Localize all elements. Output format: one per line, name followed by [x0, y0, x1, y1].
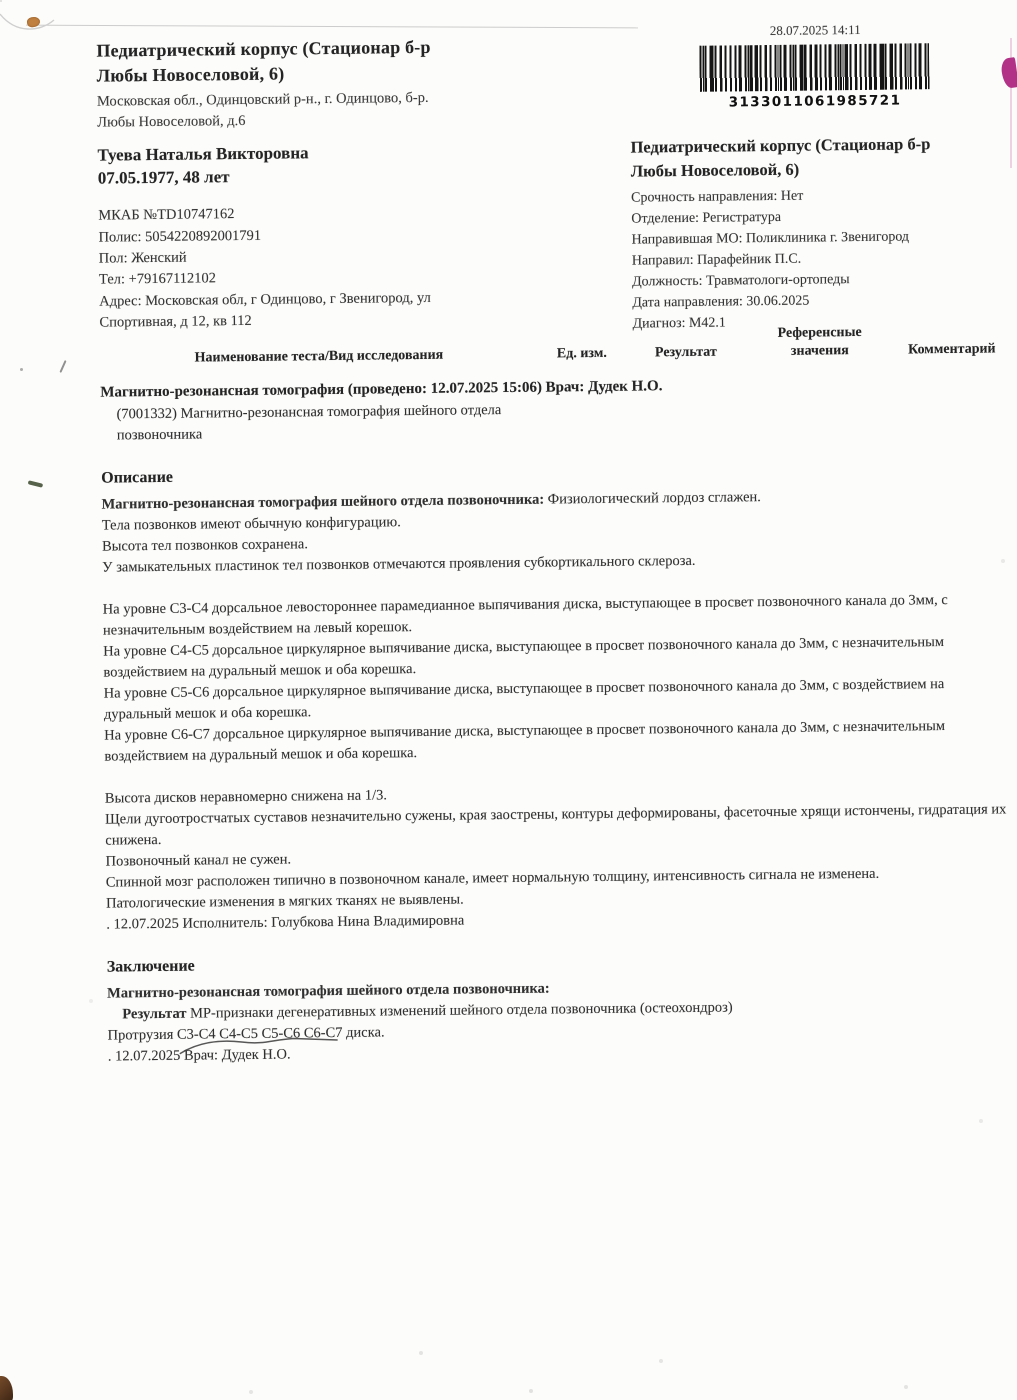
doctor-signature: Дудек Н.О. — [222, 1045, 291, 1067]
barcode-number: 3133011061985721 — [728, 92, 902, 111]
patient-address-line2: Спортивная, д 12, кв 112 — [99, 312, 252, 331]
exam-title-row: Магнитно-резонансная томография (проведено: 12.07.2025 15:06) Врач: Дудек Н.О. — [100, 378, 663, 401]
description-lead: Магнитно-резонансная томография шейного отдела позвоночника: Физиологический лордоз сглажен. — [101, 489, 761, 513]
col-test-name: Наименование теста/Вид исследования — [194, 347, 444, 366]
description-line: На уровне С5-С6 дорсальное циркулярное выпячивание диска, выступающее в просвет позвоночного канала до 3мм, с воздействием на дуральный мешок и оба корешка. — [103, 676, 945, 723]
description-line: Спинной мозг расположен типично в позвоночном канале, имеет нормальную толщину, интенсивность сигнала не изменена. — [105, 866, 880, 891]
description-line: Патологические изменения в мягких тканях не выявлены. — [105, 891, 464, 912]
patient-address-line1: Адрес: Московская обл, г Одинцово, г Звенигород, ул — [99, 289, 431, 310]
description-line: Высота дисков неравномерно снижена на 1/3. — [104, 787, 388, 807]
clinic-name — [96, 32, 642, 89]
description-line: На уровне С6-С7 дорсальное циркулярное выпячивание диска, выступающее в просвет позвоночного канала до 3мм, с незначительным воздействием на дуральный мешок и оба корешка. — [104, 718, 946, 765]
referral-sender: Направил: Парафейник П.С. — [631, 251, 802, 269]
referral-position: Должность: Травматологи-ортопеды — [631, 271, 850, 290]
col-comment: Комментарий — [907, 341, 996, 358]
description-heading: Описание — [101, 468, 174, 487]
description-line: Высота тел позвонков сохранена. — [101, 536, 309, 555]
description-line: На уровне С3-С4 дорсальное левостороннее парамедианное выпячивания диска, выступающее в просвет позвоночного канала до 3мм, с незначительным воздействием на левый корешок. — [102, 592, 948, 639]
referral-details — [631, 183, 1013, 334]
referral-diagnosis: Диагноз: M42.1 — [632, 315, 726, 332]
description-line: У замыкательных пластинок тел позвонков отмечаются проявления субкортикального склероза. — [102, 552, 696, 576]
referral-date: Дата направления: 30.06.2025 — [632, 293, 810, 311]
description-line: На уровне С4-С5 дорсальное циркулярное выпячивание диска, выступающее в просвет позвоночного канала до 3мм, с незначительным воздействием на дуральный мешок и оба корешка. — [103, 634, 945, 681]
referral-sending-mo: Направившая МО: Поликлиника г. Звенигород — [631, 229, 910, 248]
scan-timestamp: 28.07.2025 14:11 — [769, 21, 861, 38]
description-line: Тела позвонков имеют обычную конфигурацию. — [101, 514, 401, 534]
col-result: Результат — [654, 344, 717, 361]
patient-details — [98, 200, 644, 334]
patient-gender: Пол: Женский — [98, 249, 187, 267]
patient-mkab: МКАБ №TD10747162 — [98, 206, 235, 224]
clinic-name-line1: Педиатрический корпус (Стационар б-р — [96, 36, 431, 61]
description-executor-line: . 12.07.2025 Исполнитель: Голубкова Нина Владимировна — [106, 912, 465, 933]
col-unit: Ед. изм. — [556, 345, 607, 362]
clinic-address: Московская обл., Одинцовский р-н., г. Одинцово, б-р. Любы Новоселовой, д.6 — [96, 90, 429, 132]
description-line: Щели дугоотростчатых суставов незначительно сужены, края заострены, контуры деформированы, фасеточные хрящи истончены, гидратация их снижена. — [105, 801, 1007, 849]
patient-birthdate: 07.05.1977, 48 лет — [97, 167, 230, 188]
referral-department: Отделение: Регистратура — [631, 209, 782, 227]
clinic-header-block — [96, 32, 644, 333]
referral-clinic-name: Педиатрический корпус (Стационар б-р Любы Новоселовой, 6) — [630, 134, 931, 181]
conclusion-result: Результат МР-признаки дегенеративных изменений шейного отдела позвоночника (остеохондроз) — [122, 999, 733, 1023]
description-line: Позвоночный канал не сужен. — [105, 851, 292, 870]
patient-name: Туева Наталья Викторовна — [97, 143, 309, 166]
scan-noise — [0, 0, 2, 2]
referral-header-block — [629, 20, 1012, 334]
conclusion-subject: Магнитно-резонансная томография шейного отдела позвоночника: — [107, 980, 550, 1002]
conclusion-doctor-line: . 12.07.2025 Врач: Дудек Н.О. — [108, 1037, 1017, 1068]
barcode-icon — [699, 43, 930, 92]
patient-polis: Полис: 5054220892001791 — [98, 227, 262, 246]
conclusion-protrusion: Протрузия С3-С4 С4-С5 С5-С6 С6-С7 диска. — [107, 1024, 385, 1044]
exam-code-row: (7001332) Магнитно-резонансная томография шейного отдела позвоночника — [116, 402, 502, 444]
clinic-name-line2: Любы Новоселовой, 6) — [96, 63, 285, 86]
patient-phone: Тел: +79167112102 — [98, 270, 217, 288]
patient-name-block — [97, 139, 642, 191]
col-reference: Референсные значения — [777, 324, 862, 359]
conclusion-heading: Заключение — [106, 957, 195, 976]
referral-urgency: Срочность направления: Нет — [631, 188, 804, 206]
report-body — [100, 322, 1017, 1068]
